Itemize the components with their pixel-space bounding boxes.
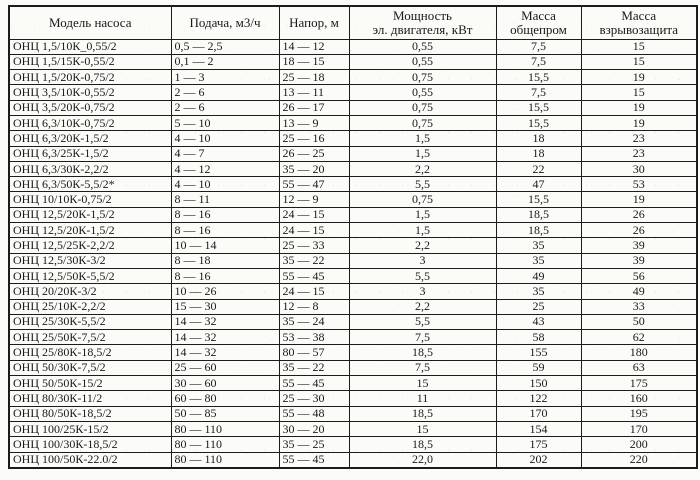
cell-power: 7,5 bbox=[349, 330, 496, 345]
header-label: Подача, м3/ч bbox=[189, 14, 261, 30]
header-label-line1: Мощность bbox=[393, 7, 452, 23]
cell-head: 55 — 45 bbox=[279, 268, 349, 283]
header-mass-explosionproof bbox=[581, 6, 697, 39]
cell-flow: 14 — 32 bbox=[171, 345, 279, 360]
table-row bbox=[9, 406, 697, 421]
cell-power: 0,75 bbox=[349, 192, 496, 207]
cell-flow: 14 — 32 bbox=[171, 330, 279, 345]
table-row bbox=[9, 437, 697, 452]
cell-flow: 80 — 110 bbox=[171, 421, 279, 436]
cell-power: 15 bbox=[349, 376, 496, 391]
cell-mass-general: 18,5 bbox=[496, 207, 581, 222]
header-label-line1: Масса bbox=[521, 7, 556, 23]
cell-head: 25 — 18 bbox=[279, 70, 349, 85]
header-row bbox=[9, 6, 697, 39]
cell-head: 35 — 22 bbox=[279, 360, 349, 375]
cell-mass-general: 7,5 bbox=[496, 54, 581, 69]
cell-mass-general: 202 bbox=[496, 452, 581, 468]
cell-flow: 8 — 11 bbox=[171, 192, 279, 207]
cell-power: 0,75 bbox=[349, 100, 496, 115]
table-row bbox=[9, 360, 697, 375]
cell-power: 22,0 bbox=[349, 452, 496, 468]
table-row bbox=[9, 238, 697, 253]
cell-model: ОНЦ 25/50К-7,5/2 bbox=[9, 330, 171, 345]
header-model bbox=[9, 6, 171, 39]
cell-head: 25 — 30 bbox=[279, 391, 349, 406]
cell-mass-explosionproof: 15 bbox=[581, 85, 697, 100]
cell-flow: 4 — 12 bbox=[171, 161, 279, 176]
cell-mass-general: 58 bbox=[496, 330, 581, 345]
cell-flow: 2 — 6 bbox=[171, 100, 279, 115]
cell-model: ОНЦ 10/10К-0,75/2 bbox=[9, 192, 171, 207]
cell-model: ОНЦ 3,5/20К-0,75/2 bbox=[9, 100, 171, 115]
cell-mass-explosionproof: 26 bbox=[581, 223, 697, 238]
cell-head: 13 — 9 bbox=[279, 115, 349, 130]
header-label-line2: общепром bbox=[510, 21, 567, 37]
cell-head: 55 — 47 bbox=[279, 177, 349, 192]
table-row bbox=[9, 115, 697, 130]
cell-mass-explosionproof: 26 bbox=[581, 207, 697, 222]
cell-mass-general: 59 bbox=[496, 360, 581, 375]
cell-mass-explosionproof: 50 bbox=[581, 314, 697, 329]
cell-head: 55 — 45 bbox=[279, 376, 349, 391]
table-row bbox=[9, 376, 697, 391]
cell-mass-explosionproof: 33 bbox=[581, 299, 697, 314]
cell-model: ОНЦ 25/30К-5,5/2 bbox=[9, 314, 171, 329]
table-row bbox=[9, 146, 697, 161]
cell-power: 11 bbox=[349, 391, 496, 406]
cell-mass-general: 170 bbox=[496, 406, 581, 421]
cell-flow: 5 — 10 bbox=[171, 115, 279, 130]
cell-mass-explosionproof: 19 bbox=[581, 115, 697, 130]
cell-flow: 50 — 85 bbox=[171, 406, 279, 421]
cell-model: ОНЦ 12,5/25К-2,2/2 bbox=[9, 238, 171, 253]
header-head bbox=[279, 6, 349, 39]
cell-power: 1,5 bbox=[349, 207, 496, 222]
cell-power: 2,2 bbox=[349, 299, 496, 314]
cell-model: ОНЦ 100/50К-22.0/2 bbox=[9, 452, 171, 468]
table-row bbox=[9, 299, 697, 314]
cell-head: 24 — 15 bbox=[279, 223, 349, 238]
cell-mass-general: 18,5 bbox=[496, 223, 581, 238]
cell-model: ОНЦ 12,5/30К-3/2 bbox=[9, 253, 171, 268]
table-row bbox=[9, 391, 697, 406]
cell-model: ОНЦ 25/10К-2,2/2 bbox=[9, 299, 171, 314]
cell-head: 55 — 48 bbox=[279, 406, 349, 421]
cell-model: ОНЦ 1,5/20К-0,75/2 bbox=[9, 70, 171, 85]
cell-mass-general: 22 bbox=[496, 161, 581, 176]
cell-mass-explosionproof: 56 bbox=[581, 268, 697, 283]
cell-model: ОНЦ 25/80К-18,5/2 bbox=[9, 345, 171, 360]
cell-model: ОНЦ 100/25К-15/2 bbox=[9, 421, 171, 436]
cell-mass-explosionproof: 180 bbox=[581, 345, 697, 360]
cell-model: ОНЦ 20/20К-3/2 bbox=[9, 284, 171, 299]
cell-head: 24 — 15 bbox=[279, 207, 349, 222]
cell-model: ОНЦ 6,3/50К-5,5/2* bbox=[9, 177, 171, 192]
cell-power: 15 bbox=[349, 421, 496, 436]
table-row bbox=[9, 70, 697, 85]
cell-mass-general: 35 bbox=[496, 238, 581, 253]
cell-mass-general: 122 bbox=[496, 391, 581, 406]
cell-mass-explosionproof: 15 bbox=[581, 54, 697, 69]
cell-head: 26 — 25 bbox=[279, 146, 349, 161]
cell-head: 30 — 20 bbox=[279, 421, 349, 436]
table-row bbox=[9, 452, 697, 468]
cell-model: ОНЦ 6,3/30К-2,2/2 bbox=[9, 161, 171, 176]
cell-head: 53 — 38 bbox=[279, 330, 349, 345]
cell-head: 35 — 22 bbox=[279, 253, 349, 268]
table-row bbox=[9, 192, 697, 207]
table-row bbox=[9, 345, 697, 360]
table-row bbox=[9, 330, 697, 345]
table-row bbox=[9, 253, 697, 268]
cell-mass-general: 155 bbox=[496, 345, 581, 360]
cell-flow: 1 — 3 bbox=[171, 70, 279, 85]
header-label-line2: взрывозащита bbox=[599, 21, 679, 37]
cell-mass-general: 15,5 bbox=[496, 100, 581, 115]
cell-mass-explosionproof: 200 bbox=[581, 437, 697, 452]
cell-model: ОНЦ 80/50К-18,5/2 bbox=[9, 406, 171, 421]
cell-model: ОНЦ 12,5/20К-1,5/2 bbox=[9, 223, 171, 238]
cell-flow: 4 — 10 bbox=[171, 131, 279, 146]
cell-flow: 0,1 — 2 bbox=[171, 54, 279, 69]
cell-flow: 10 — 14 bbox=[171, 238, 279, 253]
cell-head: 35 — 24 bbox=[279, 314, 349, 329]
cell-flow: 15 — 30 bbox=[171, 299, 279, 314]
cell-mass-general: 15,5 bbox=[496, 115, 581, 130]
cell-model: ОНЦ 12,5/50К-5,5/2 bbox=[9, 268, 171, 283]
cell-power: 0,75 bbox=[349, 115, 496, 130]
cell-mass-explosionproof: 63 bbox=[581, 360, 697, 375]
cell-power: 1,5 bbox=[349, 131, 496, 146]
cell-mass-general: 35 bbox=[496, 253, 581, 268]
table-row bbox=[9, 223, 697, 238]
cell-flow: 60 — 80 bbox=[171, 391, 279, 406]
cell-head: 25 — 16 bbox=[279, 131, 349, 146]
cell-power: 0,55 bbox=[349, 85, 496, 100]
cell-power: 18,5 bbox=[349, 437, 496, 452]
cell-head: 24 — 15 bbox=[279, 284, 349, 299]
cell-mass-explosionproof: 19 bbox=[581, 192, 697, 207]
cell-mass-general: 18 bbox=[496, 131, 581, 146]
header-flow bbox=[171, 6, 279, 39]
cell-head: 26 — 17 bbox=[279, 100, 349, 115]
cell-mass-general: 25 bbox=[496, 299, 581, 314]
cell-flow: 8 — 16 bbox=[171, 268, 279, 283]
header-label-line2: эл. двигателя, кВт bbox=[372, 21, 473, 37]
cell-flow: 0,5 — 2,5 bbox=[171, 39, 279, 54]
cell-power: 7,5 bbox=[349, 360, 496, 375]
cell-power: 5,5 bbox=[349, 314, 496, 329]
cell-model: ОНЦ 50/50К-15/2 bbox=[9, 376, 171, 391]
cell-mass-explosionproof: 170 bbox=[581, 421, 697, 436]
cell-mass-general: 18 bbox=[496, 146, 581, 161]
cell-power: 18,5 bbox=[349, 345, 496, 360]
cell-flow: 25 — 60 bbox=[171, 360, 279, 375]
cell-mass-explosionproof: 195 bbox=[581, 406, 697, 421]
cell-flow: 30 — 60 bbox=[171, 376, 279, 391]
cell-flow: 8 — 16 bbox=[171, 223, 279, 238]
cell-power: 0,75 bbox=[349, 70, 496, 85]
cell-mass-explosionproof: 49 bbox=[581, 284, 697, 299]
cell-mass-general: 35 bbox=[496, 284, 581, 299]
cell-model: ОНЦ 6,3/10К-0,75/2 bbox=[9, 115, 171, 130]
table-row bbox=[9, 268, 697, 283]
cell-model: ОНЦ 1,5/10К_0,55/2 bbox=[9, 39, 171, 54]
cell-power: 0,55 bbox=[349, 39, 496, 54]
cell-model: ОНЦ 6,3/25К-1,5/2 bbox=[9, 146, 171, 161]
cell-model: ОНЦ 100/30К-18,5/2 bbox=[9, 437, 171, 452]
cell-mass-explosionproof: 19 bbox=[581, 70, 697, 85]
cell-flow: 8 — 16 bbox=[171, 207, 279, 222]
cell-mass-explosionproof: 23 bbox=[581, 146, 697, 161]
cell-model: ОНЦ 3,5/10К-0,55/2 bbox=[9, 85, 171, 100]
table-row bbox=[9, 314, 697, 329]
table-body bbox=[9, 39, 697, 468]
cell-mass-general: 43 bbox=[496, 314, 581, 329]
cell-mass-explosionproof: 53 bbox=[581, 177, 697, 192]
cell-head: 14 — 12 bbox=[279, 39, 349, 54]
cell-mass-general: 175 bbox=[496, 437, 581, 452]
cell-power: 18,5 bbox=[349, 406, 496, 421]
cell-power: 0,55 bbox=[349, 54, 496, 69]
cell-mass-explosionproof: 15 bbox=[581, 39, 697, 54]
cell-model: ОНЦ 6,3/20К-1,5/2 bbox=[9, 131, 171, 146]
header-label: Напор, м bbox=[289, 14, 339, 30]
table-row bbox=[9, 85, 697, 100]
cell-mass-general: 15,5 bbox=[496, 192, 581, 207]
cell-mass-general: 154 bbox=[496, 421, 581, 436]
cell-flow: 80 — 110 bbox=[171, 437, 279, 452]
cell-model: ОНЦ 80/30К-11/2 bbox=[9, 391, 171, 406]
cell-power: 1,5 bbox=[349, 223, 496, 238]
cell-head: 35 — 20 bbox=[279, 161, 349, 176]
cell-mass-general: 7,5 bbox=[496, 39, 581, 54]
table-row bbox=[9, 131, 697, 146]
header-label-line1: Масса bbox=[621, 7, 657, 23]
cell-mass-general: 47 bbox=[496, 177, 581, 192]
cell-mass-explosionproof: 39 bbox=[581, 253, 697, 268]
header-label: Модель насоса bbox=[49, 14, 132, 30]
cell-head: 80 — 57 bbox=[279, 345, 349, 360]
cell-power: 2,2 bbox=[349, 161, 496, 176]
table-row bbox=[9, 177, 697, 192]
cell-power: 5,5 bbox=[349, 268, 496, 283]
cell-flow: 14 — 32 bbox=[171, 314, 279, 329]
cell-power: 2,2 bbox=[349, 238, 496, 253]
cell-head: 25 — 33 bbox=[279, 238, 349, 253]
cell-head: 12 — 9 bbox=[279, 192, 349, 207]
cell-mass-explosionproof: 160 bbox=[581, 391, 697, 406]
table-row bbox=[9, 207, 697, 222]
pump-spec-table bbox=[8, 5, 698, 469]
table-row bbox=[9, 161, 697, 176]
cell-mass-explosionproof: 220 bbox=[581, 452, 697, 468]
table-row bbox=[9, 284, 697, 299]
cell-mass-general: 7,5 bbox=[496, 85, 581, 100]
table-header bbox=[9, 6, 697, 39]
cell-mass-explosionproof: 19 bbox=[581, 100, 697, 115]
table-row bbox=[9, 54, 697, 69]
cell-power: 3 bbox=[349, 253, 496, 268]
cell-head: 35 — 25 bbox=[279, 437, 349, 452]
cell-power: 5,5 bbox=[349, 177, 496, 192]
header-motor-power bbox=[349, 6, 496, 39]
cell-mass-explosionproof: 23 bbox=[581, 131, 697, 146]
cell-flow: 10 — 26 bbox=[171, 284, 279, 299]
cell-mass-explosionproof: 30 bbox=[581, 161, 697, 176]
cell-flow: 80 — 110 bbox=[171, 452, 279, 468]
cell-head: 18 — 15 bbox=[279, 54, 349, 69]
cell-mass-general: 15,5 bbox=[496, 70, 581, 85]
cell-head: 12 — 8 bbox=[279, 299, 349, 314]
cell-model: ОНЦ 1,5/15К-0,55/2 bbox=[9, 54, 171, 69]
cell-mass-general: 150 bbox=[496, 376, 581, 391]
cell-mass-explosionproof: 62 bbox=[581, 330, 697, 345]
cell-mass-explosionproof: 39 bbox=[581, 238, 697, 253]
cell-model: ОНЦ 50/30К-7,5/2 bbox=[9, 360, 171, 375]
cell-mass-general: 49 bbox=[496, 268, 581, 283]
table-row bbox=[9, 39, 697, 54]
cell-model: ОНЦ 12,5/20К-1,5/2 bbox=[9, 207, 171, 222]
cell-flow: 8 — 18 bbox=[171, 253, 279, 268]
cell-flow: 4 — 7 bbox=[171, 146, 279, 161]
cell-power: 3 bbox=[349, 284, 496, 299]
cell-head: 55 — 45 bbox=[279, 452, 349, 468]
cell-power: 1,5 bbox=[349, 146, 496, 161]
table-row bbox=[9, 421, 697, 436]
cell-flow: 2 — 6 bbox=[171, 85, 279, 100]
cell-mass-explosionproof: 175 bbox=[581, 376, 697, 391]
cell-flow: 4 — 10 bbox=[171, 177, 279, 192]
header-mass-general bbox=[496, 6, 581, 39]
cell-head: 13 — 11 bbox=[279, 85, 349, 100]
table-row bbox=[9, 100, 697, 115]
